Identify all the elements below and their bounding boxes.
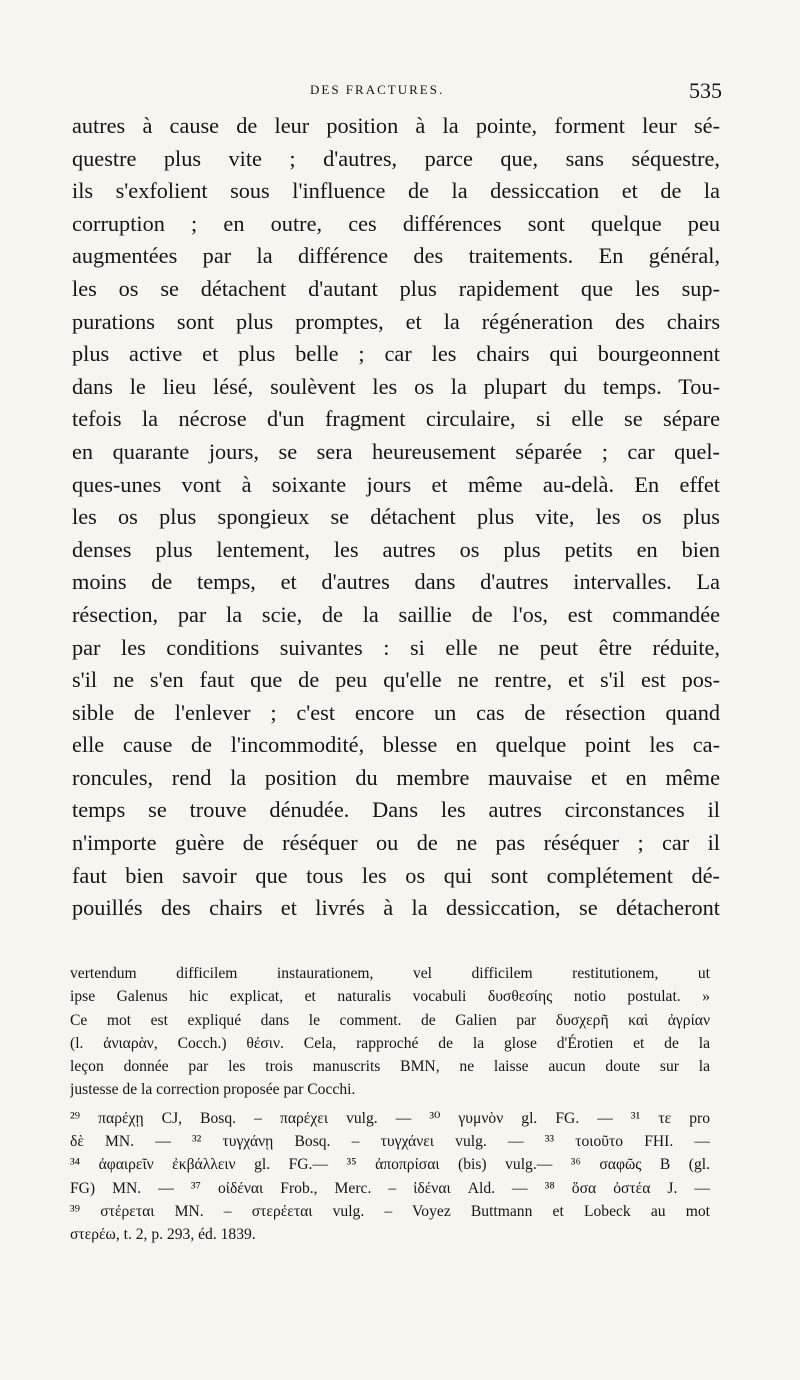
main-text xyxy=(72,110,720,925)
text-line: les os se détachent d'autant plus rapidement que les sup- xyxy=(72,275,720,301)
footnote-line: leçon donnée par les trois manuscrits BMN, ne laisse aucun doute sur la xyxy=(70,1058,710,1076)
text-line: ils s'exfolient sous l'influence de la dessiccation et de la xyxy=(72,178,720,204)
text-line: s'il ne s'en faut que de peu qu'elle ne rentre, et s'il est pos- xyxy=(72,667,720,693)
text-line: roncules, rend la position du membre mauvaise et en même xyxy=(72,764,720,790)
text-line: tefois la nécrose d'un fragment circulaire, si elle se sépare xyxy=(72,406,720,432)
variant-line: ³⁹ στέρεται MN. – στερέεται vulg. – Voyez Buttmann et Lobeck au mot xyxy=(70,1202,710,1220)
text-line: purations sont plus promptes, et la régéneration des chairs xyxy=(72,308,720,334)
text-line: plus active et plus belle ; car les chairs qui bourgeonnent xyxy=(72,341,720,367)
text-line: questre plus vite ; d'autres, parce que, sans séquestre, xyxy=(72,145,720,171)
text-line: ques-unes vont à soixante jours et même au-delà. En effet xyxy=(72,471,720,497)
text-line: n'importe guère de réséquer ou de ne pas réséquer ; car il xyxy=(72,830,720,856)
text-line: les os plus spongieux se détachent plus vite, les os plus xyxy=(72,504,720,530)
text-line: elle cause de l'incommodité, blesse en quelque point les ca- xyxy=(72,732,720,758)
text-line: dans le lieu lésé, soulèvent les os la plupart du temps. Tou- xyxy=(72,373,720,399)
variant-line: ³⁴ ἀφαιρεῖν ἐκβάλλειν gl. FG.— ³⁵ ἀποπρίσαι (bis) vulg.— ³⁶ σαφῶς B (gl. xyxy=(70,1156,710,1174)
footnote-line: ipse Galenus hic explicat, et naturalis vocabuli δυσθεσίης notio postulat. » xyxy=(70,988,710,1006)
page-number: 535 xyxy=(689,78,722,103)
footnote-line: vertendum difficilem instaurationem, vel difficilem restitutionem, ut xyxy=(70,965,710,982)
variant-line: δὲ MN. — ³² τυγχάνῃ Bosq. – τυγχάνει vulg. — ³³ τοιοῦτο FHI. — xyxy=(70,1133,710,1151)
text-line: pouillés des chairs et livrés à la dessiccation, se détacheront xyxy=(72,895,720,921)
footnotes xyxy=(70,962,710,1247)
variant-line: FG) MN. — ³⁷ οἰδέναι Frob., Merc. – ἰδέναι Ald. — ³⁸ ὅσα ὀστέα J. — xyxy=(70,1179,710,1197)
footnote-line: justesse de la correction proposée par Cocchi. xyxy=(70,1081,356,1099)
text-line: par les conditions suivantes : si elle ne peut être réduite, xyxy=(72,634,720,660)
variant-line: στερέω, t. 2, p. 293, éd. 1839. xyxy=(70,1226,256,1244)
text-line: denses plus lentement, les autres os plus petits en bien xyxy=(72,536,720,562)
running-head: DES FRACTURES. xyxy=(310,82,445,97)
text-line: corruption ; en outre, ces différences sont quelque peu xyxy=(72,210,720,236)
text-line: temps se trouve dénudée. Dans les autres circonstances il xyxy=(72,797,720,823)
text-line: en quarante jours, se sera heureusement séparée ; car quel- xyxy=(72,438,720,464)
text-line: moins de temps, et d'autres dans d'autres intervalles. La xyxy=(72,569,720,595)
text-line: augmentées par la différence des traitements. En général, xyxy=(72,243,720,269)
text-line: autres à cause de leur position à la pointe, forment leur sé- xyxy=(72,113,720,138)
variant-readings xyxy=(70,1107,710,1247)
text-line: faut bien savoir que tous les os qui sont complétement dé- xyxy=(72,862,720,888)
text-line: résection, par la scie, de la saillie de l'os, est commandée xyxy=(72,601,720,627)
commentary-note xyxy=(70,962,710,1102)
text-line: sible de l'enlever ; c'est encore un cas de résection quand xyxy=(72,699,720,725)
footnote-line: (l. ἀνιαρὰν, Cocch.) θέσιν. Cela, rapproché de la glose d'Érotien et de la xyxy=(70,1034,710,1052)
variant-line: ²⁹ παρέχῃ CJ, Bosq. – παρέχει vulg. — ³⁰ γυμνὸν gl. FG. — ³¹ τε pro xyxy=(70,1109,710,1127)
page-header xyxy=(72,78,722,108)
footnote-line: Ce mot est expliqué dans le comment. de Galien par δυσχερῆ καὶ ἀγρίαν xyxy=(70,1011,710,1029)
